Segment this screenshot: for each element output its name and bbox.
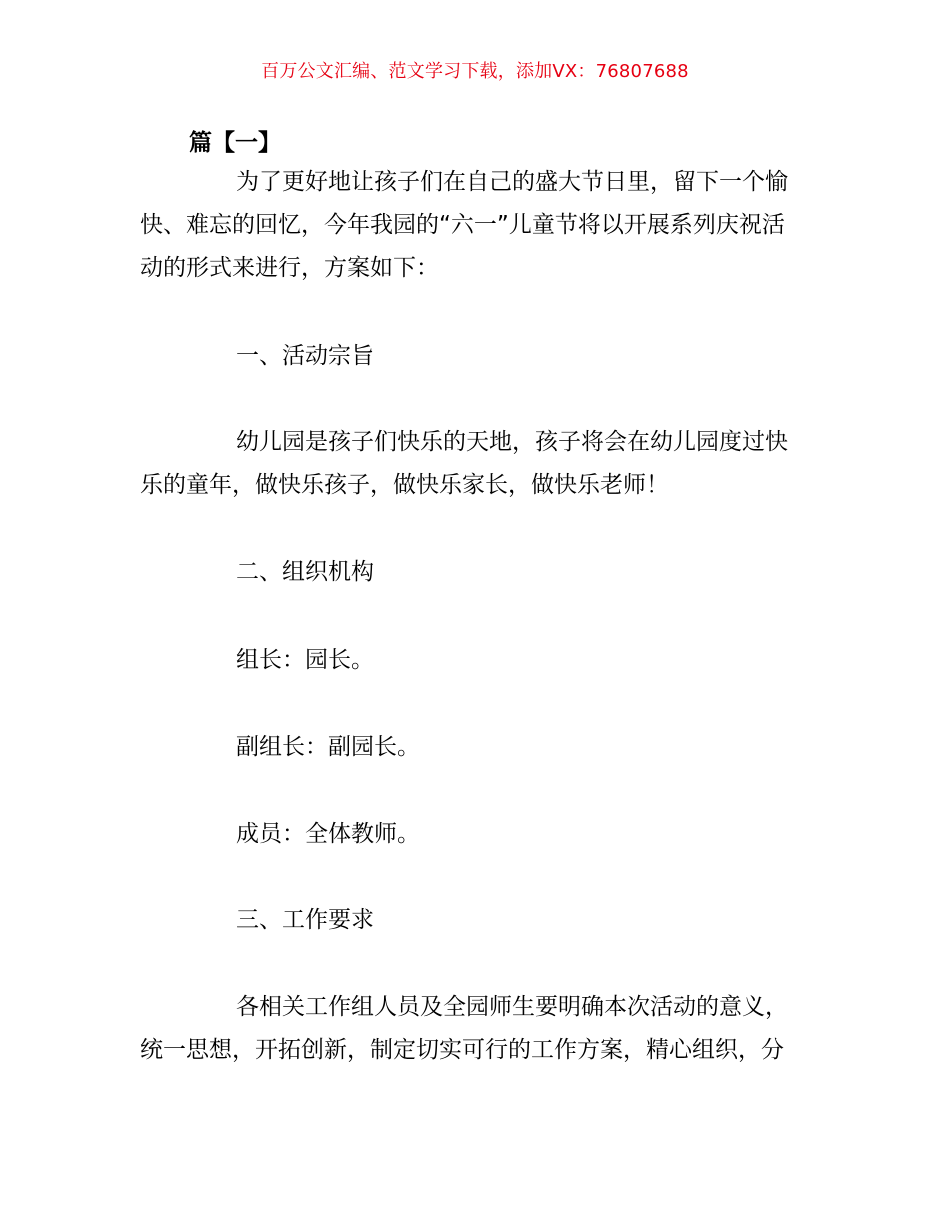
deputy-leader-line: 副组长：副园长。: [236, 734, 420, 760]
section-1-body: 幼儿园是孩子们快乐的天地，孩子将会在幼儿园度过快乐的童年，做快乐孩子，做快乐家长，做快乐老师！: [140, 429, 788, 498]
intro-paragraph: 为了更好地让孩子们在自己的盛大节日里，留下一个愉快、难忘的回忆，今年我园的“六一”儿童节将以开展系列庆祝活动的形式来进行，方案如下：: [140, 169, 788, 281]
section-3-title: 三、工作要求: [236, 907, 374, 933]
header-watermark: 百万公文汇编、范文学习下载，添加VX：76807688: [261, 61, 689, 82]
leader-line: 组长：园长。: [236, 647, 374, 673]
section-heading: 篇【一】: [189, 130, 281, 156]
section-1-title: 一、活动宗旨: [236, 343, 374, 369]
section-3-body: 各相关工作组人员及全园师生要明确本次活动的意义，统一思想，开拓创新，制定切实可行的工作方案，精心组织，分: [140, 994, 788, 1063]
section-2-title: 二、组织机构: [236, 559, 374, 585]
members-line: 成员：全体教师。: [236, 821, 420, 847]
